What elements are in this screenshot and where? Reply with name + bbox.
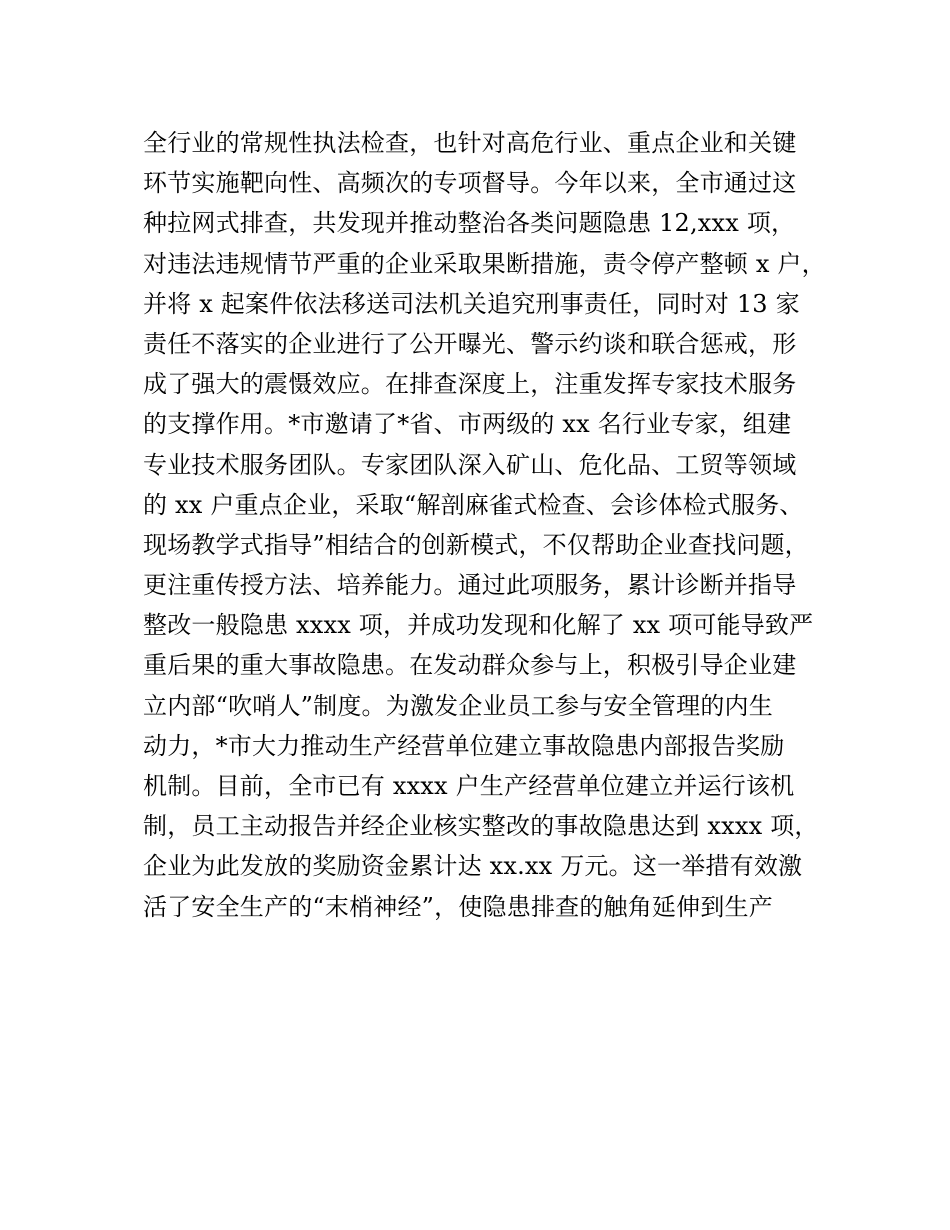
text-line: 责任不落实的企业进行了公开曝光、警示约谈和联合惩戒，形 [143,329,797,358]
text-line: 立内部“吹哨人”制度。为激发企业员工参与安全管理的内生 [143,691,773,720]
text-line: 种拉网式排查，共发现并推动整治各类问题隐患 12,xxx 项， [143,209,796,238]
text-line: 制，员工主动报告并经企业核实整改的事故隐患达到 xxxx 项， [143,812,819,841]
body-paragraph [143,123,843,927]
text-line: 重后果的重大事故隐患。在发动群众参与上，积极引导企业建 [143,651,797,680]
text-line: 现场教学式指导”相结合的创新模式，不仅帮助企业查找问题， [143,530,809,559]
text-line: 更注重传授方法、培养能力。通过此项服务，累计诊断并指导 [143,571,797,600]
text-line: 的支撑作用。*市邀请了*省、市两级的 xx 名行业专家，组建 [143,410,792,439]
text-line: 成了强大的震慑效应。在排查深度上，注重发挥专家技术服务 [143,370,797,399]
text-line: 机制。目前，全市已有 xxxx 户生产经营单位建立并运行该机 [143,772,795,800]
text-line: 企业为此发放的奖励资金累计达 xx.xx 万元。这一举措有效激 [143,852,803,881]
text-line: 整改一般隐患 xxxx 项，并成功发现和化解了 xx 项可能导致严 [143,611,814,640]
text-line: 对违法违规情节严重的企业采取果断措施，责令停产整顿 x 户， [143,249,826,278]
text-line: 环节实施靶向性、高频次的专项督导。今年以来，全市通过这 [143,169,797,198]
text-line: 活了安全生产的“末梢神经”，使隐患排查的触角延伸到生产 [143,892,773,921]
text-line: 全行业的常规性执法检查，也针对高危行业、重点企业和关键 [143,129,797,157]
text-line: 专业技术服务团队。专家团队深入矿山、危化品、工贸等领域 [143,450,797,479]
text-line: 动力，*市大力推动生产经营单位建立事故隐患内部报告奖励 [143,731,785,760]
text-line: 并将 x 起案件依法移送司法机关追究刑事责任，同时对 13 家 [143,289,800,318]
text-line: 的 xx 户重点企业，采取“解剖麻雀式检查、会诊体检式服务、 [143,490,804,519]
